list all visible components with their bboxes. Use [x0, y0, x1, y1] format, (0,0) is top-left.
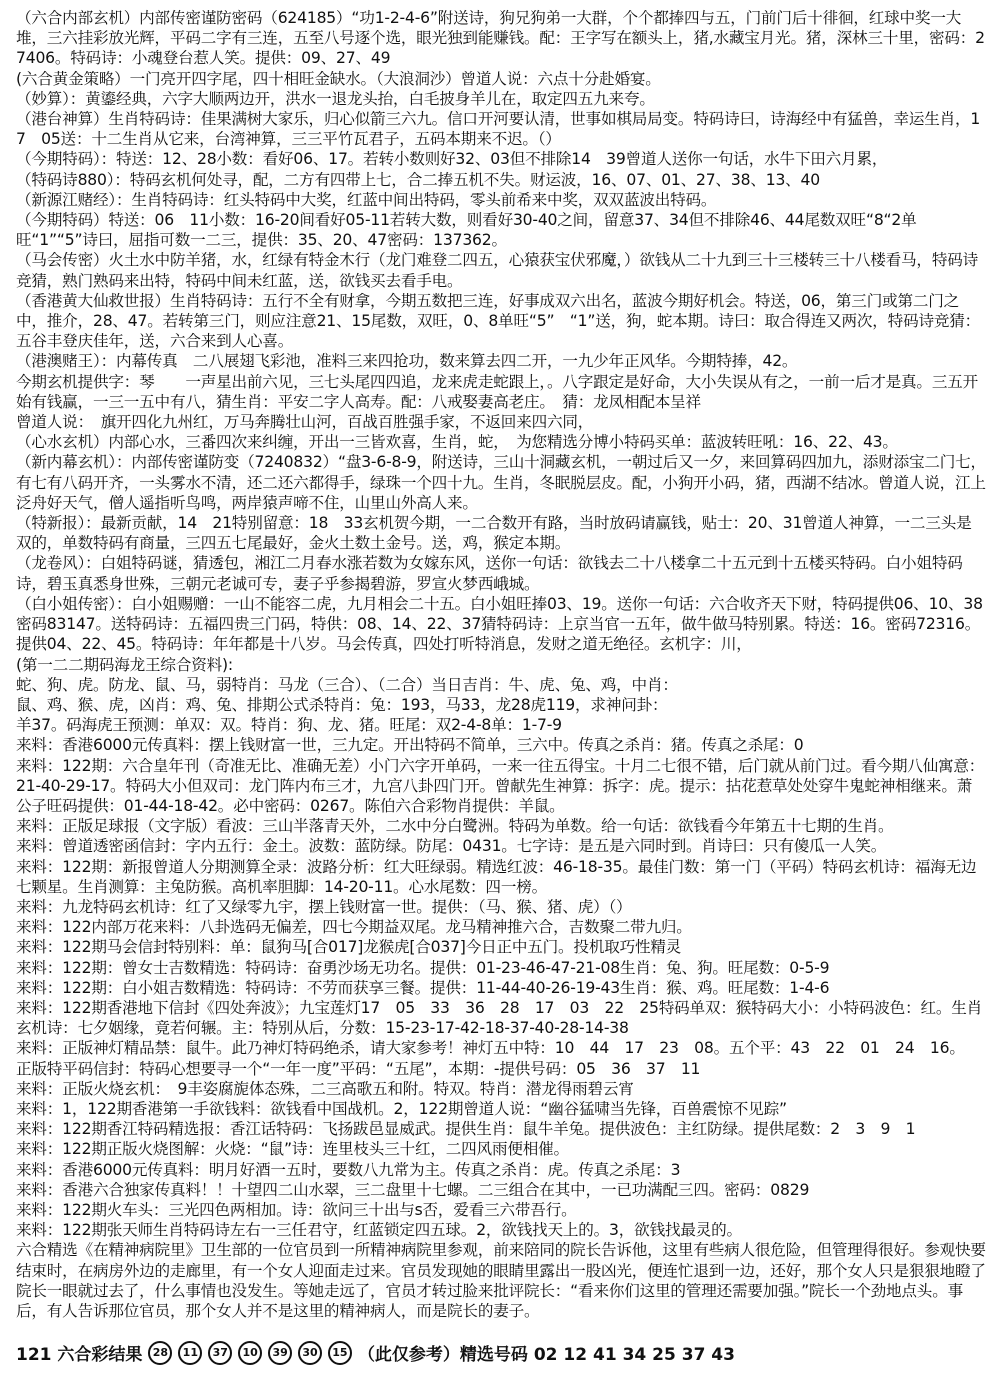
result-balls — [148, 1341, 352, 1365]
text-paragraph: 蛇、狗、虎。防龙、鼠、马，弱特肖：马龙（三合）、（二合）当日吉肖：牛、虎、兔、鸡，中肖： — [16, 675, 678, 694]
text-paragraph: (第一二二期码海龙王综合资料): — [16, 655, 233, 674]
text-paragraph: 来料：122期：新报曾道人分期测算全录：波路分析：红大旺绿弱。精选红波：46-18-35。最佳门数：第一门（平码）特码玄机诗：福海无边七颗星。生肖测算：主兔防猴。高机率胆脚：14-20-11。心水尾数：四一榜。 — [16, 857, 977, 896]
text-paragraph: （龙卷风）：白姐特码谜，猜透包，湘江二月春水涨若数为女嫁东风，送你一句话：欲钱去二十八楼拿二十五元到十五楼买特码。白小姐特码诗，碧玉真悉身世殊，三朝元老诚可专，妻子乎参揭碧游，罗宣火梦西峨城。 — [16, 554, 963, 593]
text-paragraph: 来料：122内部万花来料：八卦选码无偏差，四七今期益双尾。龙马精神推六合，吉数聚二带九归。 — [16, 918, 692, 937]
number-ball: 39 — [268, 1341, 292, 1365]
text-paragraph: 来料：正版足球报（文字版）看波：三山半落青天外，二水中分白鹭洲。特码为单数。给一句话：欲钱看今年第五十七期的生肖。 — [16, 817, 894, 836]
text-paragraph: 六合精选《在精神病院里》卫生部的一位官员到一所精神病院里参观，前来陪同的院长告诉他，这里有些病人很危险，但管理得很好。参观快要结束时，在病房外边的走廊里，有一个女人迎面走过来。官员发现她的眼睛里露出一股凶光，便连忙退到一边，还好，那个女人只是狠狠地瞪了院长一眼就过去了，什么事情也没发生。等她走远了，官员才转过脸来批评院长：“看来你们这里的管理还需要加强。”院长一个劲地点头。事后，有人告诉那位官员，那个女人并不是这里的精神病人，而是院长的妻子。 — [16, 1241, 986, 1320]
text-paragraph: 来料：正版神灯精品禁：鼠牛。此乃神灯特码绝杀，请大家参考！神灯五中特：10 44 17 23 08。五个平：43 22 01 24 16。 — [16, 1039, 965, 1058]
text-paragraph: （白小姐传密）：白小姐赐赠：一山不能容二虎，九月相会二十五。白小姐旺捧03、19。送你一句话：六合收齐天下财，特码提供06、10、38密码83147。送特码诗：五福四贵三门码，特供：08、14、22、37猜特码诗：上京当官一五年，做牛做马特别累。特送：16。密码72316。提供04、22、45。特码诗：年年都是十八岁。马会传真，四处打听特消息，发财之道无绝径。玄机字：川， — [16, 594, 983, 654]
number-ball: 28 — [148, 1341, 172, 1365]
text-paragraph: （新源江赌经）：生肖特码诗：红头特码中大奖，红蓝中间出特码，零头前希来中奖，双双蓝波出特码。 — [16, 190, 717, 209]
text-paragraph: 来料：122期香江特码精选报：香江话特码：飞扬跋邑显威武。提供生肖：鼠牛羊兔。提供波色：主红防绿。提供尾数：2 3 9 1 — [16, 1120, 916, 1139]
number-ball: 30 — [298, 1341, 322, 1365]
text-paragraph: （妙算）：黄鎏经典，六字大顺两边开，洪水一退龙头抬，白毛披身羊儿在，取定四五九来夸。 — [16, 89, 655, 108]
text-paragraph: 来料：122期：白小姐吉数精选：特码诗：不劳而获享三餐。提供：11-44-40-26-19-43生肖：猴、鸡。旺尾数：1-4-6 — [16, 978, 830, 997]
text-paragraph: 来料：曾道透密函信封：字内五行：金土。波数：蓝防绿。防尾：0431。七字诗：是五是六同时到。肖诗曰：只有傻瓜一人笑。 — [16, 837, 887, 856]
text-paragraph: 来料：122期：曾女士吉数精选：特码诗：奋勇沙场无功名。提供：01-23-46-47-21-08生肖：兔、狗。旺尾数：0-5-9 — [16, 958, 830, 977]
text-paragraph: 今期玄机提供字：琴 一声星出前六见，三七头尾四四追，龙来虎走蛇跟上，。八字跟定是好命，大小失误从有之，一前一后才是真。三五开始有钱赢，一三一五中有八，猜生肖：平安二字人高寿。配：八戒娶妻高老庄。 猜：龙凤相配本呈祥 — [16, 372, 979, 411]
text-paragraph: 来料：122期：六合皇年刊（奇准无比、准确无差）小门六字开单码，一来一往五得宝。十月二七很不错，后门就从前门过。看今期八仙寓意：21-40-29-17。特码大小但双司：龙门阵内布三才，九宫八卦四门开。曾献先生神算：拆字：虎。提示：拈花惹草处处穿牛鬼蛇神相继来。萧公子旺码提供：01-44-18-42。必中密码：0267。陈伯六合彩物肖提供：羊鼠。 — [16, 756, 985, 815]
text-paragraph: (六合黄金策略）一门亮开四字尾，四十相旺金缺水。（大浪洞沙）曾道人说：六点十分赴婚宴。 — [16, 69, 661, 88]
text-paragraph: （港澳赌王）：内幕传真 二八展翅飞彩池，准料三来四抢功，数来算去四二开，一九少年正风华。今期特捧，42。 — [16, 352, 798, 371]
text-paragraph: （港台神算）生肖特码诗：佳果满树大家乐，归心似箭三六九。信口开河要认清，世事如棋局局变。特码诗曰，诗海经中有猛兽，幸运生肖，17 05送：十二生肖从它来，台湾神算，三三平竹瓦君子，五码本期来不迟。（） — [16, 110, 981, 149]
number-ball: 11 — [178, 1341, 202, 1365]
text-paragraph: 来料：122期火车头：三光四色两相加。诗：欲问三十出与s否，爱看三六带吾行。 — [16, 1200, 577, 1219]
text-paragraph: 来料：香港6000元传真料：明月好酒一五时，要数八九常为主。传真之杀肖：虎。传真之杀尾：3 — [16, 1160, 681, 1179]
text-paragraph: （六合内部玄机）内部传密谨防密码（624185）“功1-2-4-6”附送诗，狗兄狗弟一大群，个个都捧四与五，门前门后十徘徊，红球中奖一大堆，三六挂彩放光辉，平码二字有三连，五至八号逐个选，眼光独到能赚钱。配：王字写在额头上，猪,水藏宝月光。猪，深林三十里，密码：27406。特码诗：小魂登台惹人笑。提供：09、27、49 — [16, 9, 985, 68]
number-ball: 37 — [208, 1341, 232, 1365]
text-paragraph: 来料：正版火烧玄机： 9丰姿腐旎体态殊，二三高歌五和附。特双。特肖：潜龙得雨碧云宵 — [16, 1079, 634, 1098]
text-paragraph: （新内幕玄机）：内部传密谨防变（7240832）“盘3-6-8-9，附送诗，三山十洞藏玄机，一朝过后又一夕，来回算码四加九，添财添宝二门七，有七有八码开齐，一头雾水不清，还二还六都得手，绿珠一个四十九。生肖，冬眠脱层皮。配，小狗开小码，猪，西湖不结冰。曾道人说，江上泛舟好天气，僧人遥指听鸟鸣，两岸猿声啼不住，山里山外高人来。 — [16, 453, 986, 512]
text-paragraph: （心水玄机）内部心水，三番四次来纠缠，开出一三皆欢喜，生肖，蛇， 为您精选分博小特码买单：蓝波转旺吼：16、22、43。 — [16, 433, 898, 452]
text-paragraph: 来料：1，122期香港第一手欲钱料：欲钱看中国战机。2，122期曾道人说：“幽谷猛啸当先锋，百兽震惊不见踪” — [16, 1099, 787, 1118]
text-paragraph: 来料：香港6000元传真料：摆上钱财富一世，三九定。开出特码不简单，三六中。传真之杀肖：猪。传真之杀尾：0 — [16, 736, 804, 755]
text-paragraph: 曾道人说： 旗开四化九州红，万马奔腾壮山河，百战百胜强手家，不返回来四六同， — [16, 413, 594, 432]
text-paragraph: 来料：122期香港地下信封《四处奔波》；九宝莲灯17 05 33 36 28 17 03 22 25特码单双：猴特码大小：小特码波色：红。生肖玄机诗：七夕姻缘，竟若何辗。主：特别从后，分数：15-23-17-42-18-37-40-28-14-38 — [16, 998, 983, 1038]
text-paragraph: 来料：九龙特码玄机诗：红了又绿零九宇，摆上钱财富一世。提供：（马、猴、猪、虎）（） — [16, 897, 632, 916]
number-ball: 15 — [328, 1341, 352, 1365]
result-title: 121 六合彩结果 — [16, 1345, 143, 1365]
text-paragraph: 来料：122期张天师生肖特码诗左右一三任君守，红蓝锁定四五球。2，欲钱找天上的。3，欲钱找最灵的。 — [16, 1221, 742, 1240]
number-ball: 10 — [238, 1341, 262, 1365]
text-paragraph: （香港黄大仙救世报）生肖特码诗：五行不全有财拿，今期五数把三连，好事成双六出名，蓝波今期好机会。特送，06，第三门或第二门之中，推介，28、47。若转第三门，则应注意21、15尾数，双旺，0、8单旺“5” “1”送，狗，蛇本期。诗曰：取合得连又两次，特码诗竞猜：五谷丰登庆佳年，送，六合来到人心喜。 — [16, 291, 981, 351]
text-paragraph: 来料：122期正版火烧图解：火烧：“鼠”诗：连里枝头三十红，二四风雨便相催。 — [16, 1140, 569, 1159]
result-note: （此仅参考）精选号码 02 12 41 34 25 37 43 — [357, 1345, 735, 1365]
text-paragraph: （特码诗880）：特码玄机何处寻，配，二方有四带上七，合二捧五机不失。财运波，16、07、01、27、38、13、40 — [16, 170, 820, 189]
text-paragraph: （今期特码）：特送：12、28小数：看好06、17。若转小数则好32、03但不排除14 39曾道人送你一句话，水牛下田六月累， — [16, 150, 888, 169]
result-footer — [16, 1340, 735, 1365]
text-paragraph: 羊37。码海虎王预测：单双：双。特肖：狗、龙、猪。旺尾：双2-4-8单：1-7-9 — [16, 716, 562, 735]
text-paragraph: （特新报）：最新贡献，14 21特别留意：18 33玄机贺今期，一二合数开有路，当时放码请赢钱，贴士：20、31曾道人神算，一二三头是双的，单数特码有商量，三四五七尾最好，金火土数土金号。送，鸡，猴定本期。 — [16, 514, 972, 553]
text-paragraph: （马会传密）火土水中防羊猪，水，红绿有特金木行（龙门难登二四五，心猿获宝伏邪魔，）欲钱从二十九到三十三楼转三十八楼看马，特码诗竞猜，熟门熟码来出特，特码中间未红蓝，送，欲钱买去看手电。 — [16, 251, 979, 290]
text-paragraph: （今期特码）特送：06 11小数：16-20间看好05-11若转大数，则看好30-40之间，留意37、34但不排除46、44尾数双旺“8“2单旺“1”“5”诗曰，屈指可数一二三，提供：35、20、47密码：137362。 — [16, 211, 917, 250]
text-paragraph: 鼠、鸡、猴、虎，凶肖：鸡、兔、排期公式杀特肖：兔：193，马33，龙28虎119，求神问卦： — [16, 695, 668, 714]
text-paragraph: 正版特平码信封：特码心想要寻一个“一年一度”平码：“五尾”，本期：-提供号码：05 36 37 11 — [16, 1059, 701, 1078]
text-paragraph: 来料：122期马会信封特别料：单：鼠狗马[合017]龙猴虎[合037]今日正中五门。投机取巧性精灵 — [16, 938, 682, 957]
text-paragraph: 来料：香港六合独家传真料！！十望四二山水翠，三二盘里十七螺。二三组合在其中，一已功满配三四。密码：0829 — [16, 1180, 810, 1199]
